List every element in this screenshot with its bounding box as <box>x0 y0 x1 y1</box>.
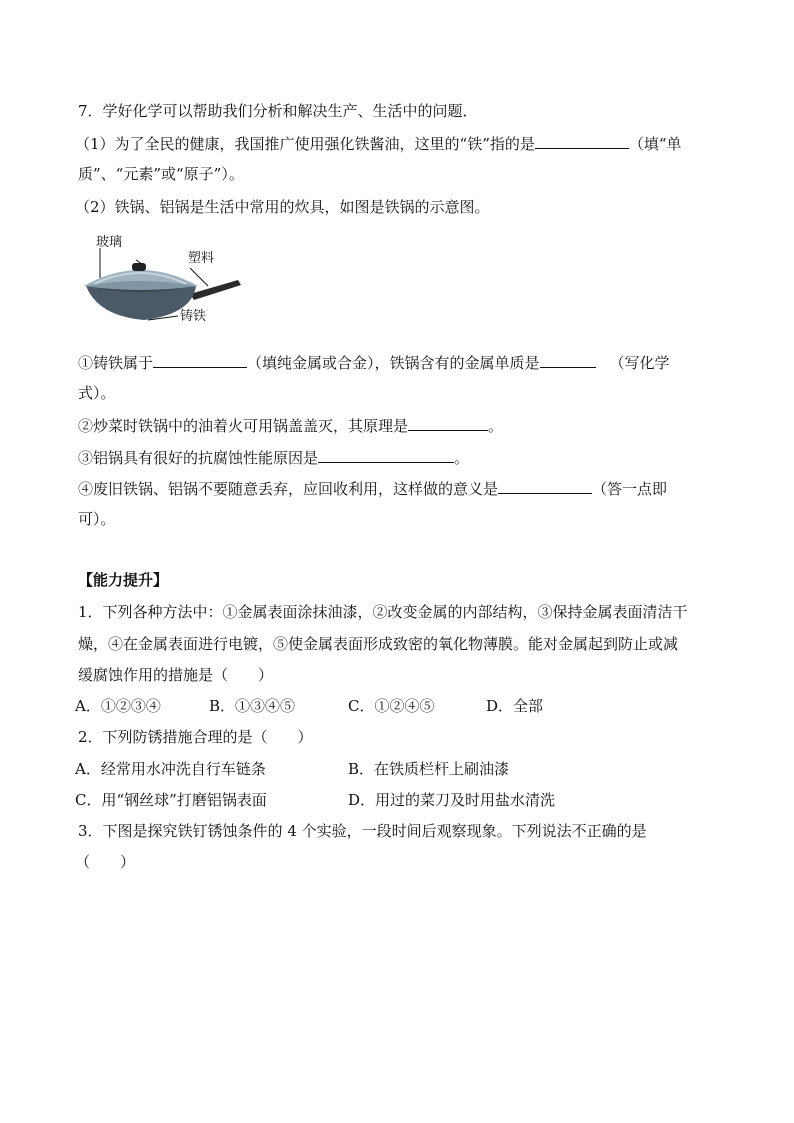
q2-option-d[interactable]: D．用过的菜刀及时用盐水清洗 <box>348 791 556 809</box>
answer-blank[interactable] <box>318 447 454 463</box>
q3-stem-line1: 3．下图是探究铁钉锈蚀条件的 4 个实验，一段时间后观察现象。下列说法不正确的是 <box>78 822 647 840</box>
q2-stem: 2．下列防锈措施合理的是（ ） <box>78 728 313 746</box>
q7-sub2 <box>78 415 503 436</box>
q7-sub3-text-a: ③铝锅具有很好的抗腐蚀性能原因是 <box>78 449 319 467</box>
q1-option-a[interactable]: A．①②③④ <box>75 697 161 715</box>
q7-sub2-text-b: 。 <box>488 417 504 435</box>
q7-sub4-text-a: ④废旧铁锅、铝锅不要随意丢弃，应回收利用，这样做的意义是 <box>78 480 499 498</box>
lid-knob <box>132 263 146 271</box>
q3-stem-line2: （ ） <box>75 853 136 871</box>
answer-blank[interactable] <box>153 352 247 368</box>
section-title: 【能力提升】 <box>78 571 169 589</box>
q7-sub1-line1 <box>78 352 670 373</box>
q7-sub3-text-b: 。 <box>454 449 470 467</box>
q7-part2: （2）铁锅、铝锅是生活中常用的炊具，如图是铁锅的示意图。 <box>75 198 490 216</box>
q7-stem: 7．学好化学可以帮助我们分析和解决生产、生活中的问题． <box>78 102 478 120</box>
label-cast-iron: 铸铁 <box>180 309 207 324</box>
q7-sub3 <box>78 447 469 468</box>
q2-option-a[interactable]: A．经常用水冲洗自行车链条 <box>75 760 266 778</box>
q7-sub1-line2: 式）。 <box>78 384 116 402</box>
q7-part1-text-b: （填“单 <box>628 135 682 153</box>
q7-sub4-text-b: （答一点即 <box>592 480 668 498</box>
q1-option-b[interactable]: B．①③④⑤ <box>209 697 296 715</box>
q7-sub4-line2: 可）。 <box>78 510 116 528</box>
label-glass: 玻璃 <box>96 235 123 250</box>
wok-handle <box>190 280 241 300</box>
q2-option-c[interactable]: C．用“钢丝球”打磨铝锅表面 <box>75 791 267 809</box>
q7-sub1-text-a: ①铸铁属于 <box>78 354 154 372</box>
q7-part1-line1 <box>75 133 682 154</box>
q1-stem-line3: 缓腐蚀作用的措施是（ ） <box>78 666 274 684</box>
wok-figure <box>78 228 258 330</box>
answer-blank[interactable] <box>408 415 488 431</box>
q7-sub4-line1 <box>78 478 667 499</box>
q2-option-b[interactable]: B．在铁质栏杆上刷油漆 <box>348 760 510 778</box>
q7-sub1-text-c: （写化学 <box>609 354 670 372</box>
q7-sub1-text-b: （填纯金属或合金），铁锅含有的金属单质是 <box>247 354 540 372</box>
q1-option-d[interactable]: D．全部 <box>486 697 544 715</box>
q1-stem-line2: 燥，④在金属表面进行电镀，⑤使金属表面形成致密的氧化物薄膜。能对金属起到防止或减 <box>78 635 679 653</box>
q7-part1-text-a: （1）为了全民的健康，我国推广使用强化铁酱油，这里的“铁”指的是 <box>75 135 535 153</box>
q7-sub2-text-a: ②炒菜时铁锅中的油着火可用锅盖盖灭，其原理是 <box>78 417 409 435</box>
answer-blank[interactable] <box>535 133 629 149</box>
q7-part1-line2: 质”、“元素”或“原子”）。 <box>78 165 244 183</box>
answer-blank[interactable] <box>498 478 592 494</box>
answer-blank[interactable] <box>540 352 596 368</box>
q1-option-c[interactable]: C．①②④⑤ <box>348 697 435 715</box>
label-plastic: 塑料 <box>188 251 215 266</box>
q1-stem-line1: 1．下列各种方法中：①金属表面涂抹油漆，②改变金属的内部结构，③保持金属表面清洁干 <box>78 603 688 621</box>
